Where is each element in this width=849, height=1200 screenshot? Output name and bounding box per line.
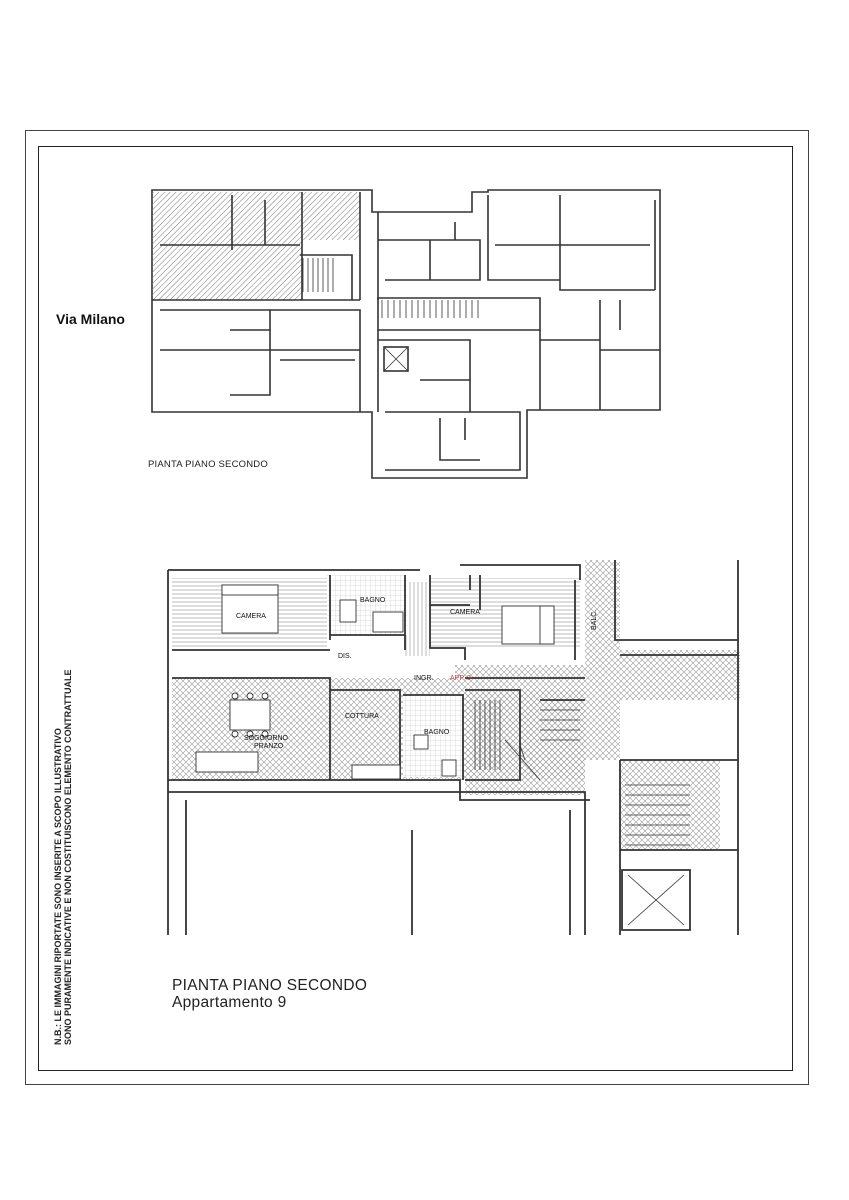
disclaimer-note <box>53 645 73 1045</box>
label-bagno-1: BAGNO <box>360 597 386 604</box>
bottom-floor-plan <box>168 560 740 935</box>
label-ingr: INGR. <box>414 675 434 682</box>
label-camera-2: CAMERA <box>450 609 480 616</box>
label-soggiorno: SOGGIORNO <box>244 735 288 742</box>
top-floor-plan <box>152 190 660 478</box>
label-bagno-2: BAGNO <box>424 729 450 736</box>
disclaimer-line-1: N.B.: LE IMMAGINI RIPORTATE SONO INSERITE A SCOPO ILLUSTRATIVO <box>53 728 63 1045</box>
label-camera-1: CAMERA <box>236 613 266 620</box>
street-label: Via Milano <box>56 311 125 327</box>
label-balc: BALC. <box>591 609 598 630</box>
label-cottura: COTTURA <box>345 713 379 720</box>
label-dis: DIS. <box>338 653 352 660</box>
label-app: APP. 9 <box>450 675 471 682</box>
plan-title: PIANTA PIANO SECONDO <box>172 977 368 994</box>
label-pranzo: PRANZO <box>254 743 284 750</box>
plan-subtitle: Appartamento 9 <box>172 994 287 1011</box>
top-plan-caption: PIANTA PIANO SECONDO <box>148 459 268 470</box>
disclaimer-line-2: SONO PURAMENTE INDICATIVE E NON COSTITUISCONO ELEMENTO CONTRATTUALE <box>63 669 73 1045</box>
